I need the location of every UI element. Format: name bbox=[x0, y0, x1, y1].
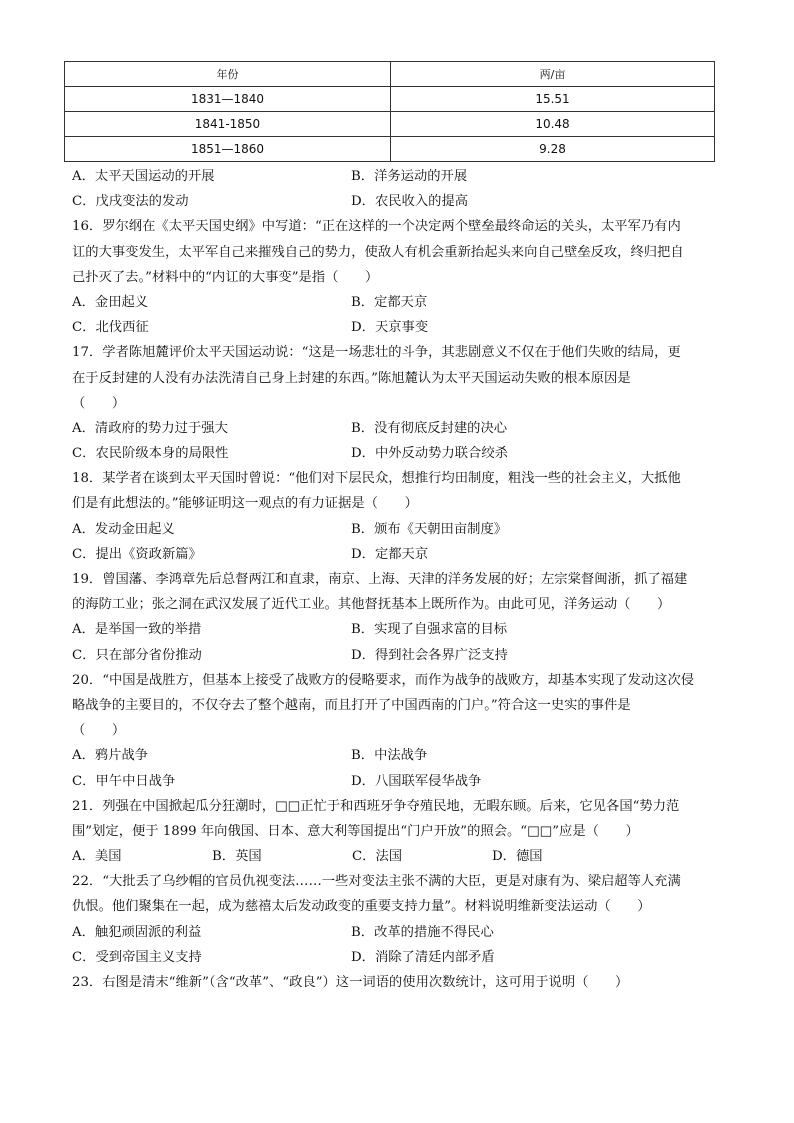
q17-options-row bbox=[72, 416, 720, 441]
table-cell: 1851—1860 bbox=[65, 137, 391, 162]
q22-options-row bbox=[72, 945, 720, 970]
q20-option-c: C．甲午中日战争 bbox=[72, 773, 176, 789]
q23-stem-line: 23．右图是清末“维新”（含“改革”、“政良”）这一词语的使用次数统计，这可用于说明（ ） bbox=[72, 975, 629, 990]
q22-stem-line: 22．“大批丢了乌纱帽的官员仇视变法……一些对变法主张不满的大臣，更是对康有为、梁启超等人充满 bbox=[72, 874, 681, 890]
q16-options-row bbox=[72, 315, 720, 340]
questions bbox=[72, 164, 720, 995]
q20-stem-line: 略战争的主要目的，不仅夺去了整个越南，而且打开了中国西南的门户。”符合这一史实的事件是 bbox=[72, 697, 631, 713]
q18-option-a: A．发动金田起义 bbox=[72, 521, 175, 537]
q15-option-c: C．戊戌变法的发动 bbox=[72, 194, 189, 210]
q16-options-row bbox=[72, 290, 720, 315]
table-header-unit: 两/亩 bbox=[391, 62, 715, 87]
q16-option-c: C．北伐西征 bbox=[72, 320, 149, 336]
q21-stem-line: 围”划定，便于 1899 年向俄国、日本、意大利等国提出“门户开放”的照会。“□□”应是（ ） bbox=[72, 823, 639, 839]
q16-option-a: A．金田起义 bbox=[72, 294, 149, 310]
q18-option-c: C．提出《资政新篇》 bbox=[72, 546, 202, 562]
q21-option-c: C．法国 bbox=[352, 849, 403, 865]
q19-option-a: A．是举国一致的举措 bbox=[72, 622, 202, 638]
q19-option-b: B．实现了自强求富的目标 bbox=[351, 622, 508, 638]
q17-stem-line: （ ） bbox=[72, 395, 126, 411]
q21-option-d: D．德国 bbox=[492, 849, 543, 865]
q18-option-b: B．颁布《天朝田亩制度》 bbox=[351, 521, 508, 537]
q15-option-b: B．洋务运动的开展 bbox=[351, 169, 468, 184]
data-table bbox=[64, 61, 715, 162]
table-cell: 1831—1840 bbox=[65, 87, 391, 112]
table-cell: 1841-1850 bbox=[65, 112, 391, 137]
q22-option-c: C．受到帝国主义支持 bbox=[72, 949, 202, 965]
q20-option-d: D．八国联军侵华战争 bbox=[351, 773, 482, 789]
q17-stem-line: 在于反封建的人没有办法洗清自己身上封建的东西。”陈旭麓认为太平天国运动失败的根本原因是 bbox=[72, 370, 631, 386]
q20-stem-line: 20．“中国是战胜方，但基本上接受了战败方的侵略要求，而作为战争的战败方，却基本实现了发动这次侵 bbox=[72, 672, 695, 688]
q20-option-a: A．鸦片战争 bbox=[72, 748, 149, 764]
q19-options-row bbox=[72, 643, 720, 668]
q17-option-d: D．中外反动势力联合绞杀 bbox=[351, 446, 508, 462]
q17-options-row bbox=[72, 441, 720, 466]
q18-option-d: D．定都天京 bbox=[351, 546, 429, 562]
q18-options-row bbox=[72, 542, 720, 567]
q21-option-a: A．美国 bbox=[72, 849, 122, 865]
q17-option-c: C．农民阶级本身的局限性 bbox=[72, 446, 229, 462]
q20-stem-line: （ ） bbox=[72, 723, 126, 739]
q20-options-row bbox=[72, 769, 720, 794]
q19-options-row bbox=[72, 617, 720, 642]
q17-option-b: B．没有彻底反封建的决心 bbox=[351, 420, 508, 436]
q18-stem-line: 们是有此想法的。”能够证明这一观点的有力证据是（ ） bbox=[72, 496, 418, 512]
q22-option-d: D．消除了清廷内部矛盾 bbox=[351, 949, 495, 965]
q22-option-a: A．触犯顽固派的利益 bbox=[72, 924, 202, 940]
q16-stem-line: 16．罗尔纲在《太平天国史纲》中写道：“正在这样的一个决定两个壁垒最终命运的关头，太平军乃有内 bbox=[72, 219, 681, 235]
q21-option-b: B．英国 bbox=[212, 849, 262, 865]
q16-stem-line: 讧的大事变发生，太平军自己来摧残自己的势力，使敌人有机会重新抬起头来向自己壁垒反攻，终归把自 bbox=[72, 244, 684, 260]
q22-stem-line: 仇恨。他们聚集在一起，成为慈禧太后发动政变的重要支持力量”。材料说明维新变法运动（ ） bbox=[72, 899, 651, 915]
table-header-year: 年份 bbox=[65, 62, 391, 87]
table-cell: 15.51 bbox=[391, 87, 715, 112]
q18-stem-line: 18．某学者在谈到太平天国时曾说：“他们对下层民众，想推行均田制度，粗浅一些的社会主义，大抵他 bbox=[72, 471, 681, 487]
q19-option-d: D．得到社会各界广泛支持 bbox=[351, 647, 508, 663]
q15-options-row bbox=[72, 189, 720, 214]
q21-stem-line: 21．列强在中国掀起瓜分狂潮时，□□正忙于和西班牙争夺殖民地，无暇东顾。后来，它见各国“势力范 bbox=[72, 798, 680, 814]
table-row bbox=[65, 87, 715, 112]
table-header-row bbox=[65, 62, 715, 87]
q19-stem-line: 的海防工业；张之洞在武汉发展了近代工业。其他督抚基本上既所作为。由此可见，洋务运动（ ） bbox=[72, 597, 671, 613]
q17-option-a: A．清政府的势力过于强大 bbox=[72, 420, 228, 436]
q21-options-row bbox=[72, 844, 720, 869]
q16-stem-line: 己扑灭了去。”材料中的“内讧的大事变”是指（ ） bbox=[72, 269, 379, 285]
table-row bbox=[65, 137, 715, 162]
q15-option-a: A．太平天国运动的开展 bbox=[72, 169, 215, 184]
table-cell: 9.28 bbox=[391, 137, 715, 162]
q19-stem-line: 19．曾国藩、李鸿章先后总督两江和直隶，南京、上海、天津的洋务发展的好；左宗棠督闽浙，抓了福建 bbox=[72, 572, 688, 587]
q20-option-b: B．中法战争 bbox=[351, 748, 428, 764]
q22-option-b: B．改革的措施不得民心 bbox=[351, 924, 494, 940]
table-cell: 10.48 bbox=[391, 112, 715, 137]
q22-options-row bbox=[72, 920, 720, 945]
q16-option-d: D．天京事变 bbox=[351, 320, 429, 336]
q19-option-c: C．只在部分省份推动 bbox=[72, 647, 202, 663]
q17-stem-line: 17．学者陈旭麓评价太平天国运动说：“这是一场悲壮的斗争，其悲剧意义不仅在于他们失败的结局，更 bbox=[72, 345, 681, 361]
q15-option-d: D．农民收入的提高 bbox=[351, 194, 469, 210]
q15-options-row bbox=[72, 164, 720, 189]
q18-options-row bbox=[72, 517, 720, 542]
q20-options-row bbox=[72, 743, 720, 768]
q16-option-b: B．定都天京 bbox=[351, 294, 428, 310]
table-row bbox=[65, 112, 715, 137]
